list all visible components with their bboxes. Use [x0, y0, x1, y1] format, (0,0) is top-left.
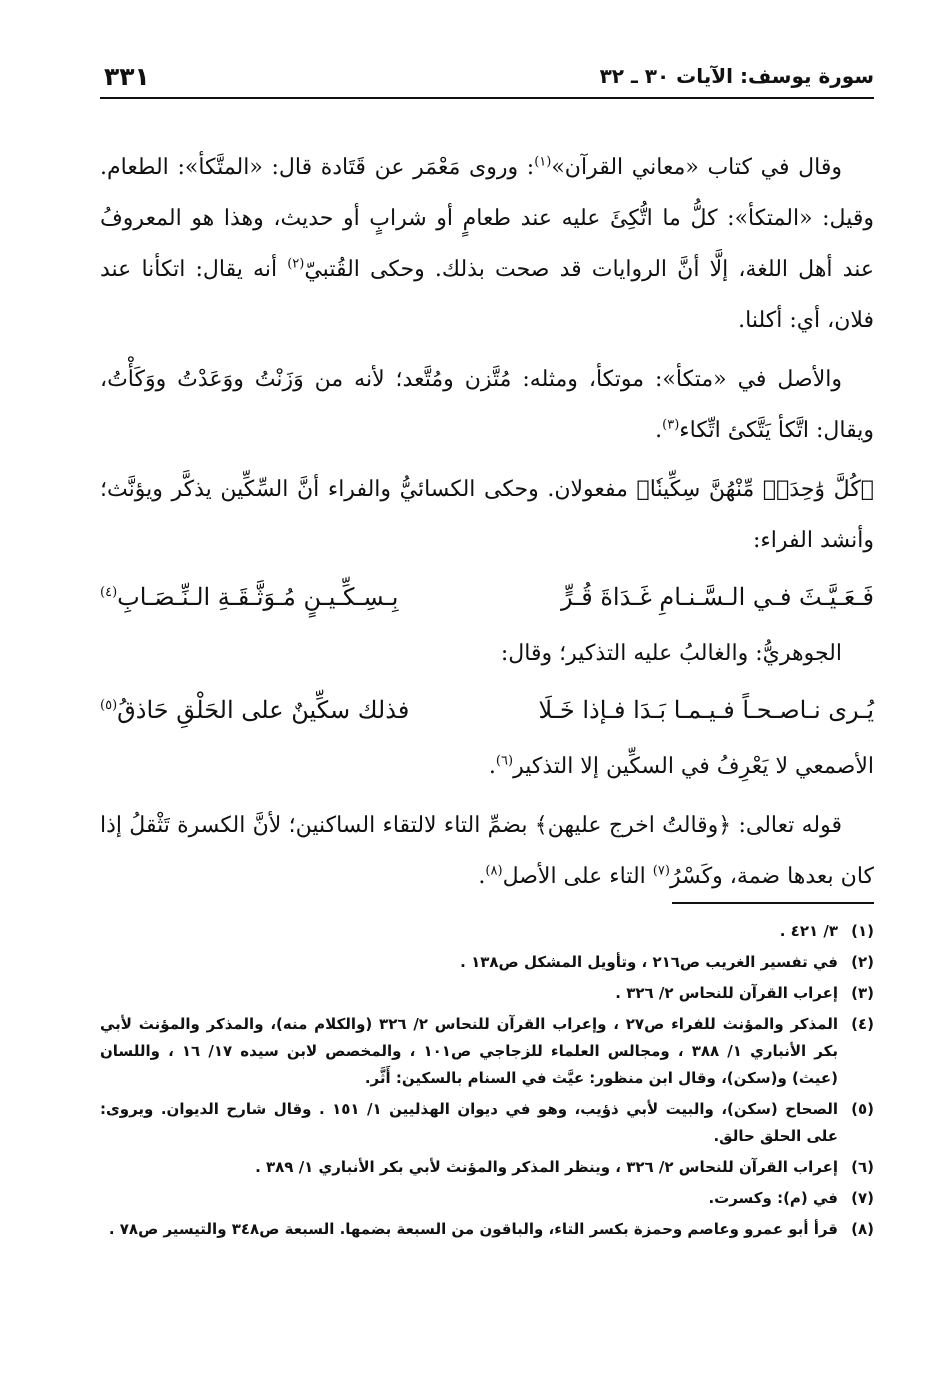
header-divider — [100, 97, 874, 99]
poetry-verse-2 — [100, 679, 874, 741]
footnote-text: إعراب القرآن للنحاس ٢/ ٣٢٦ . — [615, 984, 838, 1002]
text-run: التاء على الأصل — [502, 864, 653, 889]
footnote-number: (٨) — [851, 1220, 874, 1238]
verse-1-second-hemistich — [100, 566, 398, 628]
footnote-text: في تفسير الغريب ص٢١٦ ، وتأويل المشكل ص١٣٨ . — [460, 953, 838, 971]
footnote — [100, 1216, 874, 1243]
footnote-text: قرأ أبو عمرو وعاصم وحمزة بكسر التاء، والباقون من السبعة بضمها. السبعة ص٣٤٨ والتيسير ص٧٨ . — [108, 1220, 838, 1238]
footnote-marker-5: (٥) — [100, 698, 118, 713]
footnote-marker-8: (٨) — [485, 863, 503, 879]
footnote-marker-7: (٧) — [652, 863, 670, 879]
paragraph-4: الجوهريُّ: والغالبُ عليه التذكير؛ وقال: — [500, 641, 842, 666]
footnote-number: (١) — [851, 922, 874, 940]
text-run: أنه يقال: اتكأنا عند فلان، أي: أكلنا. — [100, 257, 874, 333]
footnote-marker-3: (٣) — [662, 417, 680, 433]
text-run: فذلك سكِّينٌ على الحَلْقِ حَاذقُ — [117, 696, 410, 724]
running-title: سورة يوسف: الآيات ٣٠ ـ ٣٢ — [599, 64, 874, 88]
footnote-marker-4: (٤) — [100, 585, 118, 600]
footnote-number: (٤) — [851, 1015, 874, 1033]
footnote-marker-6: (٦) — [495, 753, 514, 769]
main-text — [100, 142, 874, 902]
text-run: والأصل في «متكأ»: موتكأ، ومثله: مُتَّزن ومُتَّعد؛ لأنه من وَزَنْتُ ووَعَدْتُ ووَكَأْتُ، ويقال: اتَّكأ يَتَّكئ اتِّكاء — [100, 367, 874, 443]
footnote — [100, 1011, 874, 1092]
paragraph-1 — [100, 142, 874, 346]
text-run: بِـسِـكِّـيـنٍ مُـوَثَّـقَـةِ الـنِّـصَـابِ — [117, 583, 399, 611]
footnote — [100, 1096, 874, 1150]
footnote-marker-1: (١) — [534, 154, 552, 170]
footnote-text: إعراب القرآن للنحاس ٢/ ٣٢٦ ، وينظر المذكر والمؤنث لأبي بكر الأنباري ١/ ٣٨٩ . — [255, 1158, 838, 1176]
footnote-number: (٣) — [851, 984, 874, 1002]
footnote — [100, 949, 874, 976]
text-run: . — [655, 418, 663, 443]
footnote — [100, 918, 874, 945]
footnote-text: في (م): وكسرت. — [708, 1189, 838, 1207]
poetry-verse-1 — [100, 566, 874, 628]
footnotes — [100, 918, 874, 1247]
footnote-number: (٧) — [851, 1189, 874, 1207]
paragraph-5 — [100, 741, 874, 792]
verse-2-second-hemistich — [100, 679, 409, 741]
text-run: وقال في كتاب «معاني القرآن» — [551, 155, 842, 180]
footnote-marker-2: (٢) — [287, 256, 305, 272]
footnote-divider — [672, 902, 874, 904]
text-run: . — [488, 754, 496, 779]
footnote — [100, 1154, 874, 1181]
paragraph-3: ﴿كُلَّ وَٰحِدَةٖ مِّنْهُنَّ سِكِّينٗا﴾ مفعولان. وحكى الكسائيُّ والفراء أنَّ السِّكِّين يذكَّر ويؤنَّث؛ وأنشد الفراء: — [100, 477, 874, 553]
footnote-number: (٦) — [851, 1158, 874, 1176]
page-header — [100, 62, 874, 96]
footnote-number: (٥) — [851, 1100, 874, 1118]
footnote — [100, 980, 874, 1007]
footnote-number: (٢) — [851, 953, 874, 971]
paragraph-2 — [100, 354, 874, 456]
paragraph-6 — [100, 800, 874, 902]
verse-1-first-hemistich: فَـعَـيَّـثَ فـي الـسَّـنـامِ غَـدَاةَ قُـرٍّ — [560, 583, 874, 611]
verse-2-first-hemistich: يُـرى نـاصـحـاً فـيـمـا بَـدَا فـإذا خَـلَا — [538, 696, 874, 724]
text-run: : وروى مَعْمَر عن قَتَادة قال: «المتَّكأ»: الطعام. وقيل: «المتكأ»: كلُّ ما اتُّكِئَ عليه عند طعامٍ أو شرابٍ أو حديث، وهذا هو المعروفُ عند أهل اللغة، إلَّا أنَّ الروايات قد صحت بذلك. وحكى القُتبيّ — [100, 155, 874, 282]
text-run: قوله تعالى: ﴿وقالتُ اخرج عليهن﴾ بضمِّ التاء لالتقاء الساكنين؛ لأنَّ الكسرة تَثْقلُ إذا كان بعدها ضمة، وكَسْرُ — [100, 813, 874, 889]
text-run: . — [478, 864, 486, 889]
text-run: الأصمعي لا يَعْرِفُ في السكِّين إلا التذكير — [513, 754, 874, 779]
page-number: ٣٣١ — [104, 62, 150, 91]
footnote-text: المذكر والمؤنث للفراء ص٢٧ ، وإعراب القرآن للنحاس ٢/ ٣٢٦ (والكلام منه)، والمذكر والمؤنث لأبي بكر الأنباري ١/ ٣٨٨ ، ومجالس العلماء للزجاجي ص١٠١ ، والمخصص لابن سيده ١٧/ ١٦ ، واللسان (عيث) و(سكن)، وقال ابن منظور: عيَّث في السنام بالسكين: أَثَّر. — [100, 1015, 838, 1087]
footnote-text: ٣/ ٤٢١ . — [779, 922, 838, 940]
footnote — [100, 1185, 874, 1212]
footnote-text: الصحاح (سكن)، والبيت لأبي ذؤيب، وهو في ديوان الهذليين ١/ ١٥١ . وقال شارح الديوان. ويروى: على الحلق حالق. — [100, 1100, 838, 1145]
